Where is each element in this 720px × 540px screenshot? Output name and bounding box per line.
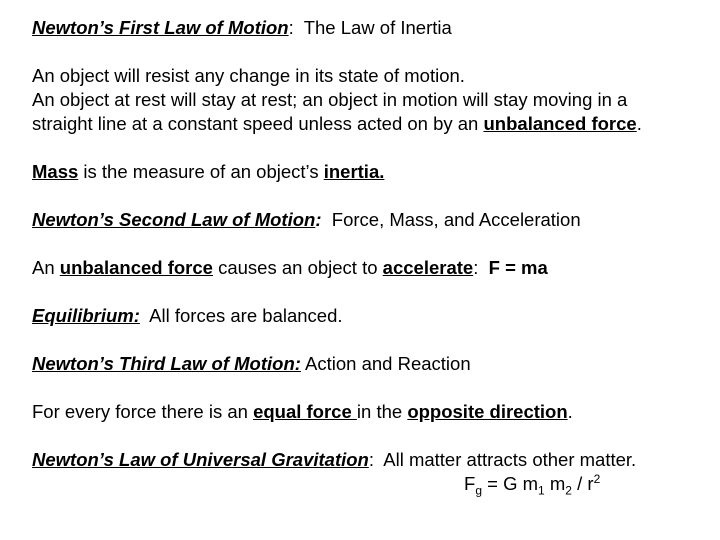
mass-term: Mass (32, 161, 79, 182)
gravitation-formula (464, 472, 600, 496)
period: . (636, 113, 642, 134)
second-law-subtitle: Force, Mass, and Acceleration (331, 209, 581, 230)
formula-r-superscript: 2 (593, 471, 601, 486)
third-law-subtitle: Action and Reaction (300, 353, 471, 374)
equilibrium-term: Equilibrium: (32, 305, 140, 326)
first-law-heading (32, 16, 452, 40)
separator: : (473, 257, 489, 278)
statement-text: An (32, 257, 60, 278)
equilibrium-definition (32, 304, 343, 328)
inertia-term: inertia. (323, 161, 385, 182)
formula-m2: m (544, 473, 566, 494)
accelerate-term: accelerate (382, 257, 474, 278)
first-law-line-3 (32, 112, 642, 136)
equal-force-term: equal force (253, 401, 357, 422)
statement-text: in the (356, 401, 408, 422)
separator: : (315, 209, 332, 230)
first-law-line-2: An object at rest will stay at rest; an object in motion will stay moving in a (32, 89, 628, 110)
first-law-subtitle: The Law of Inertia (303, 17, 452, 38)
second-law-title: Newton’s Second Law of Motion (32, 209, 316, 230)
mass-text: is the measure of an object’s (78, 161, 324, 182)
second-law-statement (32, 256, 548, 280)
statement-text: For every force there is an (32, 401, 254, 422)
period: . (567, 401, 573, 422)
second-law-heading (32, 208, 581, 232)
formula-m2-subscript: 2 (565, 483, 572, 498)
third-law-statement (32, 400, 573, 424)
formula-m1-subscript: 1 (538, 483, 545, 498)
gravitation-text: : All matter attracts other matter. (368, 449, 637, 470)
equilibrium-text: All forces are balanced. (139, 305, 343, 326)
first-law-line-1: An object will resist any change in its state of motion. (32, 65, 465, 86)
third-law-title: Newton’s Third Law of Motion: (32, 353, 301, 374)
formula-g-m: = G m (482, 473, 539, 494)
first-law-title: Newton’s First Law of Motion (32, 17, 289, 38)
unbalanced-force-term: unbalanced force (59, 257, 213, 278)
formula-r: / r (571, 473, 594, 494)
statement-text: causes an object to (212, 257, 383, 278)
gravitation-heading (32, 448, 636, 472)
first-law-line-3-text: straight line at a constant speed unless acted on by an (32, 113, 484, 134)
unbalanced-force-term: unbalanced force (483, 113, 637, 134)
mass-definition (32, 160, 384, 184)
formula-f: F (464, 473, 476, 494)
formula-f-subscript: g (475, 483, 482, 498)
third-law-heading (32, 352, 471, 376)
gravitation-title: Newton’s Law of Universal Gravitation (32, 449, 369, 470)
separator: : (288, 17, 304, 38)
opposite-direction-term: opposite direction (407, 401, 568, 422)
force-formula: F = ma (488, 257, 548, 278)
